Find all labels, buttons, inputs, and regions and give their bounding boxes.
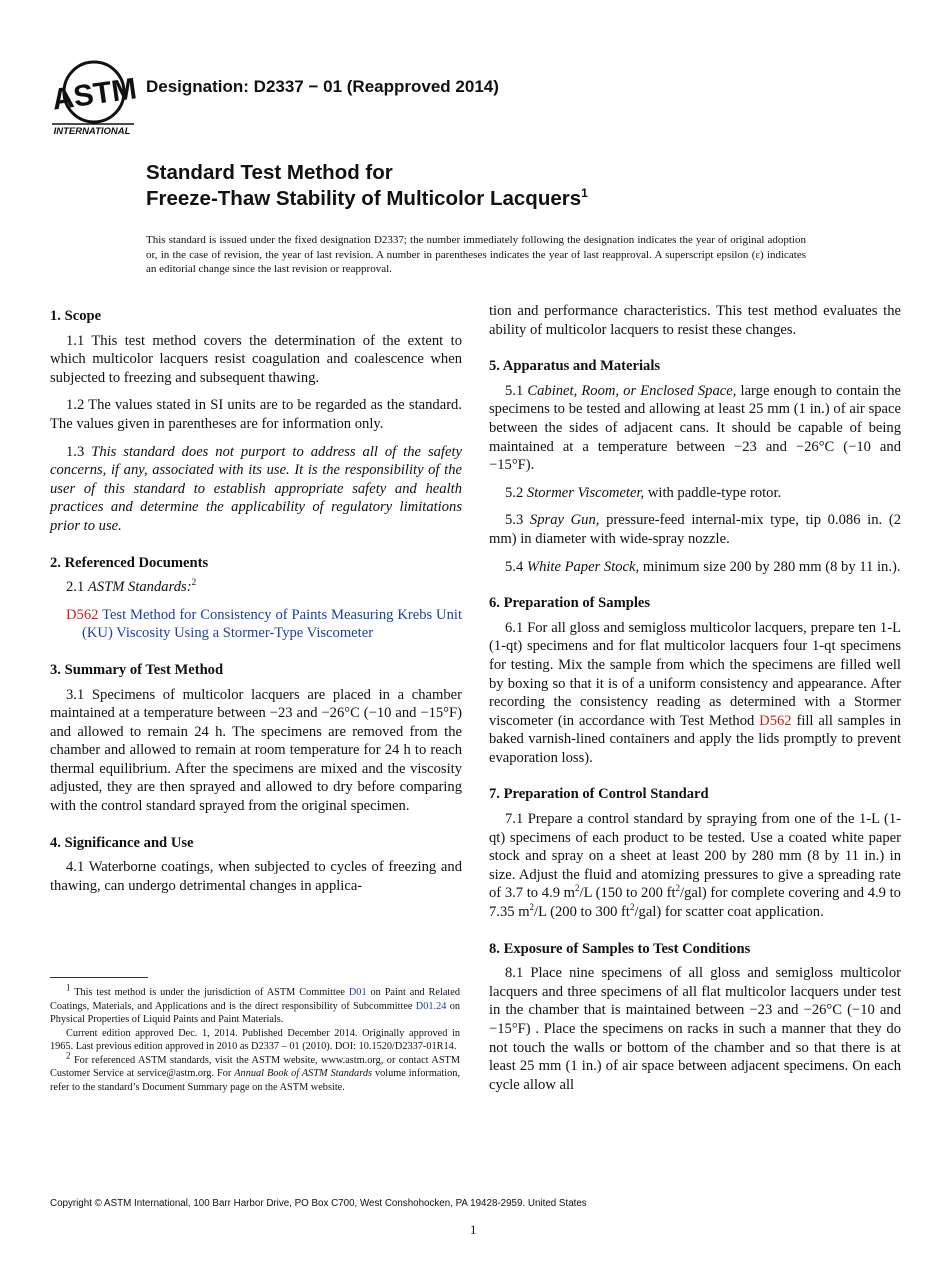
- item-name: Stormer Viscometer,: [526, 484, 645, 501]
- paragraph-3-1: 3.1 Specimens of multicolor lacquers are placed in a chamber maintained at a temperature between −23 and −26°C (−10 and −15°F) and allowed to remain 24 h. The specimens are removed from the chamber and allowed to remain at room temperature for 24 h to reach thermal equilibrium. After the specimens are mixed and the viscosity adjusted, they are then sprayed and allowed to dry before comparing with the control standard sprayed from the original specimen.: [50, 686, 462, 815]
- paragraph-1-3: [50, 443, 462, 536]
- designation: Designation: D2337 − 01 (Reapproved 2014): [146, 77, 499, 96]
- item-desc: pressure-feed internal-mix type, tip 0.086 in. (2 mm) in diameter with wide-spray nozzle.: [489, 512, 901, 547]
- section-heading: 2. Referenced Documents: [50, 554, 209, 571]
- right-column: [489, 302, 901, 1112]
- subcommittee-link[interactable]: D01.24: [415, 1000, 447, 1012]
- section-heading: 4. Significance and Use: [50, 834, 194, 851]
- paragraph-4-1-part-b: tion and performance characteristics. This test method evaluates the ability of multicolor lacquers to resist these changes.: [489, 303, 901, 338]
- superscript: 2: [529, 902, 535, 913]
- section-heading: 6. Preparation of Samples: [489, 595, 651, 612]
- para-text: /L (150 to 200 ft: [579, 885, 676, 902]
- footnote-ref[interactable]: 2: [191, 577, 197, 588]
- paragraph-8-1: 8.1 Place nine specimens of all gloss and semigloss multicolor lacquers and three specimens of all flat multicolor lacquers under test in the chamber that is maintained between −23 and −26°C (−10 and −15°F) . Place the specimens on racks in such a manner that they do not touch the walls or bottom of the chamber and so that there is at least 25 mm (1 in.) of air space between adjacent specimens. On each cycle allow all: [489, 965, 901, 1093]
- para-num: 5.4: [505, 558, 524, 575]
- footnote-text: on Physical Properties of Liquid Paints and Paint Materials.: [50, 1000, 461, 1025]
- section-heading: 7. Preparation of Control Standard: [489, 786, 709, 803]
- section-exposure: [489, 940, 901, 1095]
- para-num: 5.1: [505, 382, 524, 399]
- para-text: /gal) for complete covering and 4.9 to 7.35 m: [489, 885, 901, 921]
- paragraph-7-1: [489, 810, 901, 922]
- para-text: 7.1 Prepare a control standard by spraying from one of the 1-L (1-qt) specimens of each product to be tested. Use a coated white paper stock and spray on a sheet at least 200 by 280 mm (8 by 11 in.) in size. Adjust the fluid and atomizing pressures to give a spreading rate of 3.7 to 4.9 m: [489, 811, 901, 902]
- footnote-text: on Paint and Related Coatings, Materials, and Applications and is the direct responsibility of Subcommittee: [50, 987, 460, 1012]
- svg-text:INTERNATIONAL: INTERNATIONAL: [53, 126, 131, 136]
- ref-code-link[interactable]: D562: [759, 712, 792, 729]
- item-name: White Paper Stock,: [526, 558, 640, 575]
- section-heading: 3. Summary of Test Method: [50, 661, 224, 678]
- ref-code-link[interactable]: D562: [66, 606, 99, 623]
- section-summary: [50, 661, 462, 816]
- footnote-1-edition: Current edition approved Dec. 1, 2014. Published December 2014. Originally approved in 1965. Last previous edition approved in 2010 as D2337 – 01 (2010). DOI: 10.1520/D2337-01R14.: [50, 1027, 460, 1052]
- item-desc: minimum size 200 by 280 mm (8 by 11 in.).: [642, 558, 901, 575]
- footnote-text: volume information, refer to the standard’s Document Summary page on the ASTM website.: [50, 1068, 460, 1093]
- paragraph-5-2: [489, 484, 901, 503]
- reference-entry: [66, 606, 462, 643]
- section-heading: 5. Apparatus and Materials: [489, 358, 661, 375]
- left-column: [50, 307, 462, 913]
- footnote-text: This test method is under the jurisdiction of ASTM Committee: [74, 987, 345, 998]
- para-num: 2.1: [66, 579, 85, 596]
- footnote-emphasis: Annual Book of ASTM Standards: [234, 1068, 372, 1079]
- item-desc: with paddle-type rotor.: [647, 484, 782, 501]
- section-referenced-documents: [50, 554, 462, 643]
- section-preparation-samples: [489, 594, 901, 767]
- para-num: 5.3: [505, 512, 524, 529]
- item-name: Cabinet, Room, or Enclosed Space,: [527, 382, 737, 399]
- paragraph-4-1-part-a: 4.1 Waterborne coatings, when subjected to cycles of freezing and thawing, can undergo detrimental changes in applica-: [50, 859, 462, 894]
- footnote-1: [50, 982, 461, 1027]
- footnote-divider: [50, 977, 148, 978]
- para-text: fill all samples in baked varnish-lined containers and apply the lids promptly to prevent evaporation loss).: [489, 712, 901, 766]
- title-line-2: [146, 186, 588, 212]
- section-significance: [50, 834, 462, 896]
- safety-caveat: This standard does not purport to address all of the safety concerns, if any, associated with its use. It is the responsibility of the user of this standard to establish appropriate safety and health practices and determine the applicability of regulatory limitations prior to use.: [50, 443, 462, 534]
- paragraph-1-2: 1.2 The values stated in SI units are to be regarded as the standard. The values given in parentheses are for information only.: [50, 397, 462, 432]
- document-title: [146, 160, 588, 212]
- section-apparatus: [489, 357, 901, 576]
- section-heading: 1. Scope: [50, 308, 102, 324]
- section-scope: [50, 307, 462, 536]
- paragraph-5-4: [489, 558, 901, 577]
- para-num: 1.3: [66, 443, 85, 460]
- footnote-2: [50, 1050, 461, 1095]
- ref-title-link[interactable]: Test Method for Consistency of Paints Measuring Krebs Unit (KU) Viscosity Using a Stormer-Type Viscometer: [82, 606, 462, 642]
- astm-logo: [52, 58, 136, 136]
- paragraph-5-1: [489, 382, 901, 475]
- astm-standards-label: ASTM Standards:: [87, 579, 192, 596]
- paragraph-6-1: [489, 619, 901, 768]
- para-text: /gal) for scatter coat application.: [634, 904, 824, 921]
- paragraph-5-3: [489, 511, 901, 548]
- title-line-1: Standard Test Method for: [146, 161, 393, 184]
- paragraph-2-1: [50, 578, 462, 597]
- title-main: Freeze-Thaw Stability of Multicolor Lacquers: [146, 187, 582, 210]
- superscript: 2: [675, 883, 681, 894]
- page-number: 1: [470, 1222, 477, 1237]
- title-footnote-ref[interactable]: 1: [581, 186, 588, 201]
- section-control-standard: [489, 785, 901, 921]
- paragraph-1-1: 1.1 This test method covers the determination of the extent to which multicolor lacquers resist coagulation and coalescence when subjected to freezing and subsequent thawing.: [50, 332, 462, 386]
- superscript: 2: [629, 902, 635, 913]
- para-num: 5.2: [505, 484, 524, 501]
- item-desc: large enough to contain the specimens to be tested and allowing at least 25 mm (1 in.) of air space between the sides of adjacent cans. It should be capable of being maintained at a temperature between −23 and −26°C (−10 and −15°F).: [489, 382, 901, 474]
- committee-link[interactable]: D01: [348, 987, 367, 998]
- footnotes: [50, 982, 461, 1094]
- footnote-text: For referenced ASTM standards, visit the ASTM website, www.astm.org, or contact ASTM Customer Service at service@astm.org. For: [50, 1054, 461, 1079]
- para-text: /L (200 to 300 ft: [534, 904, 630, 921]
- item-name: Spray Gun,: [529, 512, 600, 529]
- copyright-notice: Copyright © ASTM International, 100 Barr Harbor Drive, PO Box C700, West Conshohocken, PA 19428-2959. United States: [50, 1198, 587, 1209]
- section-heading: 8. Exposure of Samples to Test Conditions: [489, 940, 751, 957]
- superscript: 2: [575, 883, 580, 894]
- footnote-num: 2: [66, 1050, 71, 1061]
- section-significance-continued: [489, 302, 901, 339]
- intro-notice: This standard is issued under the fixed designation D2337; the number immediately following the designation indicates the year of original adoption or, in the case of revision, the year of last revision. A number in parentheses indicates the year of last reapproval. A superscript epsilon (ε) indicates an editorial change since the last revision or reapproval.: [146, 234, 806, 275]
- svg-text:ASTM: ASTM: [52, 72, 136, 117]
- footnote-num: 1: [66, 982, 71, 993]
- para-text: 6.1 For all gloss and semigloss multicolor lacquers, prepare ten 1-L (1-qt) specimens and for flat multicolor lacquers four 1-qt specimens for testing. Mix the sample from which the specimens are filled well by boxing so that it is of a uniform consistency and appearance. After recording the consistency reading as determined with a Stormer viscometer (in accordance with Test Method: [489, 619, 901, 729]
